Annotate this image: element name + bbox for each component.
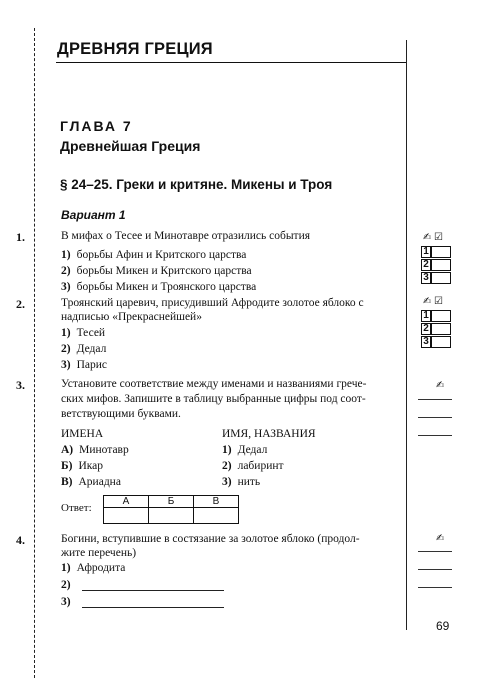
match-item: 1) Дедал [222,444,268,456]
digit-box: 1 [421,310,431,322]
question-number: 3. [16,378,25,392]
match-item: А) Минотавр [61,444,129,456]
option: 1) Тесей [61,327,106,339]
margin-answer-line[interactable] [418,417,452,418]
question-text: Установите соответствие между именами и названиями грече- [61,378,367,390]
pen-icon: ✍ [436,380,445,391]
answer-cell[interactable] [149,508,194,524]
digit-box: 3 [421,336,431,348]
question-text: ских мифов. Запишите в таблицу выбранные цифры под соот- [61,393,366,405]
match-item: 3) нить [222,476,261,488]
option: 3) Парис [61,359,108,371]
pen-icon: ✍ [423,296,432,307]
check-icon: ☑ [434,296,443,307]
question-text: ветствующими буквами. [61,408,181,420]
answer-cell[interactable] [104,508,149,524]
margin-answer-line[interactable] [418,399,452,400]
match-item: 2) лабиринт [222,460,284,472]
page-title: ДРЕВНЯЯ ГРЕЦИЯ [57,40,213,58]
option: 1) Афродита [61,562,126,574]
option: 2) [61,579,71,591]
variant-label: Вариант 1 [61,208,126,222]
option: 1) борьбы Афин и Критского царства [61,249,247,261]
match-item: В) Ариадна [61,476,121,488]
answer-col-header: Б [149,496,194,508]
digit-box: 2 [421,259,431,271]
margin-answer-line[interactable] [418,569,452,570]
answer-col-header: В [194,496,239,508]
answer-cell[interactable] [194,508,239,524]
question-text: В мифах о Тесее и Минотавре отразились события [61,230,311,242]
margin-divider [406,40,407,630]
margin-answer-line[interactable] [418,435,452,436]
pen-icon: ✍ [436,533,445,544]
chapter-label: ГЛАВА 7 [60,118,133,134]
page-number: 69 [436,619,450,633]
option: 2) Дедал [61,343,107,355]
answer-box[interactable] [431,246,451,258]
cut-line [34,28,35,678]
answer-box[interactable] [431,259,451,271]
section-title: § 24–25. Греки и критяне. Микены и Троя [60,177,333,192]
answer-line[interactable] [82,607,224,608]
question-text: жите перечень) [61,547,137,559]
answer-label: Ответ: [61,502,92,514]
answer-box[interactable] [431,336,451,348]
answer-box[interactable] [431,272,451,284]
margin-answer-line[interactable] [418,551,452,552]
answer-box[interactable] [431,323,451,335]
answer-table [103,495,239,524]
header-rule [56,62,406,63]
option: 3) борьбы Микен и Троянского царства [61,281,257,293]
digit-box: 2 [421,323,431,335]
option: 2) борьбы Микен и Критского царства [61,265,252,277]
margin-answer-line[interactable] [418,587,452,588]
question-number: 1. [16,230,25,244]
question-text: Богини, вступившие в состязание за золотое яблоко (продол- [61,533,360,545]
option: 3) [61,596,71,608]
check-icon: ☑ [434,232,443,243]
answer-col-header: А [104,496,149,508]
question-text: Троянский царевич, присудивший Афродите золотое яблоко с [61,297,364,309]
column-header: ИМЕНА [61,428,104,440]
question-number: 2. [16,297,25,311]
answer-line[interactable] [82,590,224,591]
chapter-title: Древнейшая Греция [60,138,201,154]
match-item: Б) Икар [61,460,104,472]
column-header: ИМЯ, НАЗВАНИЯ [222,428,316,440]
answer-box[interactable] [431,310,451,322]
question-text: надписью «Прекраснейшей» [61,311,202,323]
digit-box: 3 [421,272,431,284]
pen-icon: ✍ [423,232,432,243]
question-number: 4. [16,533,25,547]
digit-box: 1 [421,246,431,258]
